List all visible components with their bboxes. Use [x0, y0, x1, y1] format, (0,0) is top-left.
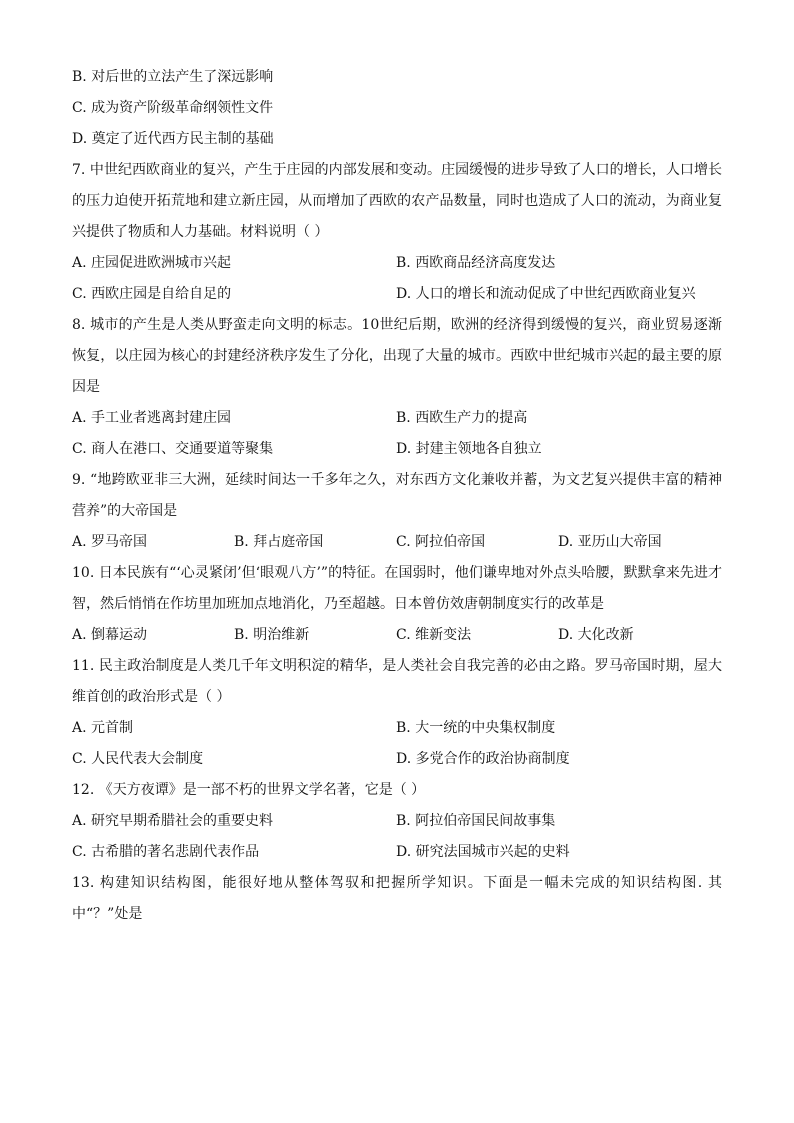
question-stem: 10. 日本民族有“‘心灵紧闭’但‘眼观八方’”的特征。在国弱时，他们谦卑地对外点头哈腰，默默拿来先进才智，然后悄悄在作坊里加班加点地消化，乃至超越。日本曾仿效唐朝制度实行的改革是: [72, 565, 722, 612]
option-b: B. 阿拉伯帝国民间故事集: [396, 813, 556, 829]
option-c: C. 古希腊的著名悲剧代表作品: [72, 844, 260, 860]
question-11: [72, 651, 722, 775]
question-9: [72, 465, 722, 558]
question-stem: 12. 《天方夜谭》是一部不朽的世界文学名著，它是（ ）: [72, 782, 426, 798]
option-d: D. 亚历山大帝国: [558, 534, 662, 550]
option-d: D. 研究法国城市兴起的史料: [396, 844, 570, 860]
options-grid: [72, 248, 722, 310]
question-stem: 11. 民主政治制度是人类几千年文明积淀的精华，是人类社会自我完善的必由之路。罗马帝国时期，屋大维首创的政治形式是（ ）: [72, 658, 722, 705]
option-b: B. 西欧生产力的提高: [396, 410, 528, 426]
option-a: A. 元首制: [72, 720, 134, 736]
question-7: [72, 155, 722, 310]
options-grid: [72, 527, 722, 558]
option-c: C. 维新变法: [396, 627, 472, 643]
option-b: B. 拜占庭帝国: [234, 534, 324, 550]
question-10: [72, 558, 722, 651]
option-b: B. 西欧商品经济高度发达: [396, 255, 556, 271]
option-c: C. 西欧庄园是自给自足的: [72, 286, 232, 302]
option-b: B. 大一统的中央集权制度: [396, 720, 556, 736]
option-d: D. 奠定了近代西方民主制的基础: [72, 131, 274, 147]
option-d: D. 多党合作的政治协商制度: [396, 751, 570, 767]
option-d: D. 封建主领地各自独立: [396, 441, 542, 457]
previous-question-options: [72, 62, 722, 155]
option-b: B. 明治维新: [234, 627, 310, 643]
question-stem: 8. 城市的产生是人类从野蛮走向文明的标志。10世纪后期，欧洲的经济得到缓慢的复兴，商业贸易逐渐恢复，以庄园为核心的封建经济秩序发生了分化，出现了大量的城市。西欧中世纪城市兴起的最主要的原因是: [72, 317, 722, 395]
options-grid: [72, 403, 722, 465]
options-grid: [72, 713, 722, 775]
option-c: C. 阿拉伯帝国: [396, 534, 486, 550]
question-stem: 13. 构建知识结构图，能很好地从整体驾驭和把握所学知识。下面是一幅未完成的知识结构图. 其中“？”处是: [72, 875, 722, 922]
option-a: A. 罗马帝国: [72, 534, 148, 550]
options-grid: [72, 620, 722, 651]
option-a: A. 研究早期希腊社会的重要史料: [72, 813, 274, 829]
options-grid: [72, 806, 722, 868]
option-c: C. 成为资产阶级革命纲领性文件: [72, 100, 274, 116]
question-stem: 7. 中世纪西欧商业的复兴，产生于庄园的内部发展和变动。庄园缓慢的进步导致了人口的增长，人口增长的压力迫使开拓荒地和建立新庄园，从而增加了西欧的农产品数量，同时也造成了人口的流动，为商业复兴提供了物质和人力基础。材料说明（ ）: [72, 162, 722, 240]
option-d: D. 人口的增长和流动促成了中世纪西欧商业复兴: [396, 286, 696, 302]
option-a: A. 倒幕运动: [72, 627, 148, 643]
question-12: [72, 775, 722, 868]
option-c: C. 商人在港口、交通要道等聚集: [72, 441, 274, 457]
option-a: A. 庄园促进欧洲城市兴起: [72, 255, 232, 271]
option-a: A. 手工业者逃离封建庄园: [72, 410, 232, 426]
question-8: [72, 310, 722, 465]
option-b: B. 对后世的立法产生了深远影响: [72, 69, 274, 85]
question-13: [72, 868, 722, 930]
question-stem: 9. “地跨欧亚非三大洲，延续时间达一千多年之久，对东西方文化兼收并蓄，为文艺复兴提供丰富的精神营养”的大帝国是: [72, 472, 722, 519]
exam-page: [72, 62, 722, 930]
option-d: D. 大化改新: [558, 627, 634, 643]
option-c: C. 人民代表大会制度: [72, 751, 204, 767]
